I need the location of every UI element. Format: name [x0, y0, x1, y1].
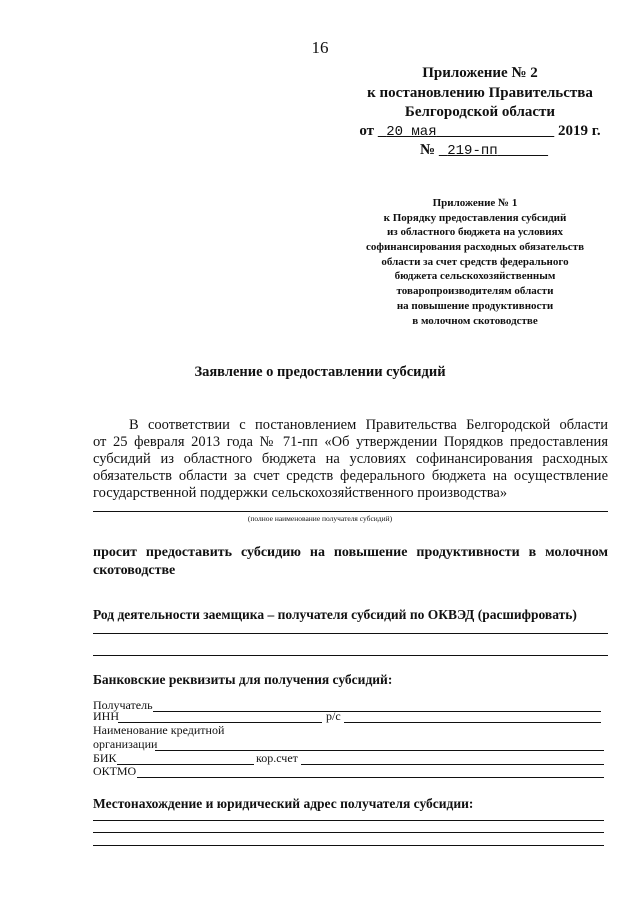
oktmo-field[interactable] [137, 777, 604, 778]
appendix-line-1: Приложение № 1 [432, 197, 518, 209]
okved-label: Род деятельности заемщика – получателя субсидий по ОКВЭД (расшифровать) [93, 607, 577, 622]
appendix-line-8: на повышение продуктивности [396, 300, 554, 312]
bik-label: БИК [93, 751, 117, 765]
document-title: Заявление о предоставлении субсидий [194, 364, 446, 380]
appendix-line-6: бюджета сельскохозяйственным [394, 270, 556, 282]
intro-line-2: от 25 февраля 2013 года № 71-пп «Об утверждении Порядков предоставления [93, 434, 608, 450]
appendix-line-2: к Порядку предоставления субсидий [383, 212, 567, 224]
appendix-line-3: из областного бюджета на условиях [386, 226, 564, 238]
credit-org-field[interactable] [155, 750, 604, 751]
address-line-1[interactable] [93, 820, 604, 821]
page-number: 16 [311, 38, 329, 57]
bank-recipient-label: Получатель [93, 698, 153, 712]
header-line-3: Белгородской области [404, 104, 556, 120]
recipient-name-line[interactable] [93, 511, 608, 512]
header-line-2: к постановлению Правительства [367, 85, 593, 101]
request-line-1: просит предоставить субсидию на повышение продуктивности в молочном [93, 545, 608, 560]
intro-line-3: субсидий из областного бюджета на условиях софинансирования расходных [93, 451, 608, 467]
oktmo-label: ОКТМО [93, 764, 137, 778]
address-line-3[interactable] [93, 845, 604, 846]
address-label: Местонахождение и юридический адрес получателя субсидии: [93, 796, 474, 811]
number-value: 219-пп [447, 143, 498, 159]
rs-field[interactable] [344, 722, 601, 723]
appendix-line-5: области за счет средств федерального [381, 256, 569, 268]
okved-line-1[interactable] [93, 633, 608, 634]
number-prefix: № [420, 142, 436, 158]
intro-line-5: государственной поддержки сельскохозяйственного производства» [93, 485, 508, 501]
intro-line-4: обязательств области за счет средств федерального бюджета на осуществление [93, 468, 608, 484]
bank-heading: Банковские реквизиты для получения субсидий: [93, 672, 393, 687]
okved-line-2[interactable] [93, 655, 608, 656]
rs-label: р/с [326, 709, 341, 723]
intro-line-1: В соответствии с постановлением Правительства Белгородской области [129, 417, 608, 433]
kor-label: кор.счет [256, 751, 298, 765]
appendix-line-7: товаропроизводителям области [396, 285, 554, 297]
appendix-line-4: софинансирования расходных обязательств [365, 241, 585, 253]
date-prefix: от [359, 123, 375, 139]
date-suffix: 2019 г. [558, 123, 601, 139]
bik-field[interactable] [117, 764, 254, 765]
recipient-caption: (полное наименование получателя субсидий) [247, 514, 393, 523]
credit-org-label-1: Наименование кредитной [93, 723, 225, 737]
header-number-line [420, 141, 548, 160]
credit-org-label-2: организации [93, 737, 158, 751]
address-line-2[interactable] [93, 832, 604, 833]
inn-label: ИНН [93, 709, 119, 723]
appendix-line-9: в молочном скотоводстве [412, 315, 538, 327]
request-line-2: скотоводстве [93, 563, 176, 578]
kor-field[interactable] [301, 764, 604, 765]
header-line-1: Приложение № 2 [422, 65, 538, 81]
date-value: 20 мая [386, 124, 437, 140]
header-date-line [350, 122, 610, 141]
bank-recipient-field[interactable] [153, 711, 601, 712]
